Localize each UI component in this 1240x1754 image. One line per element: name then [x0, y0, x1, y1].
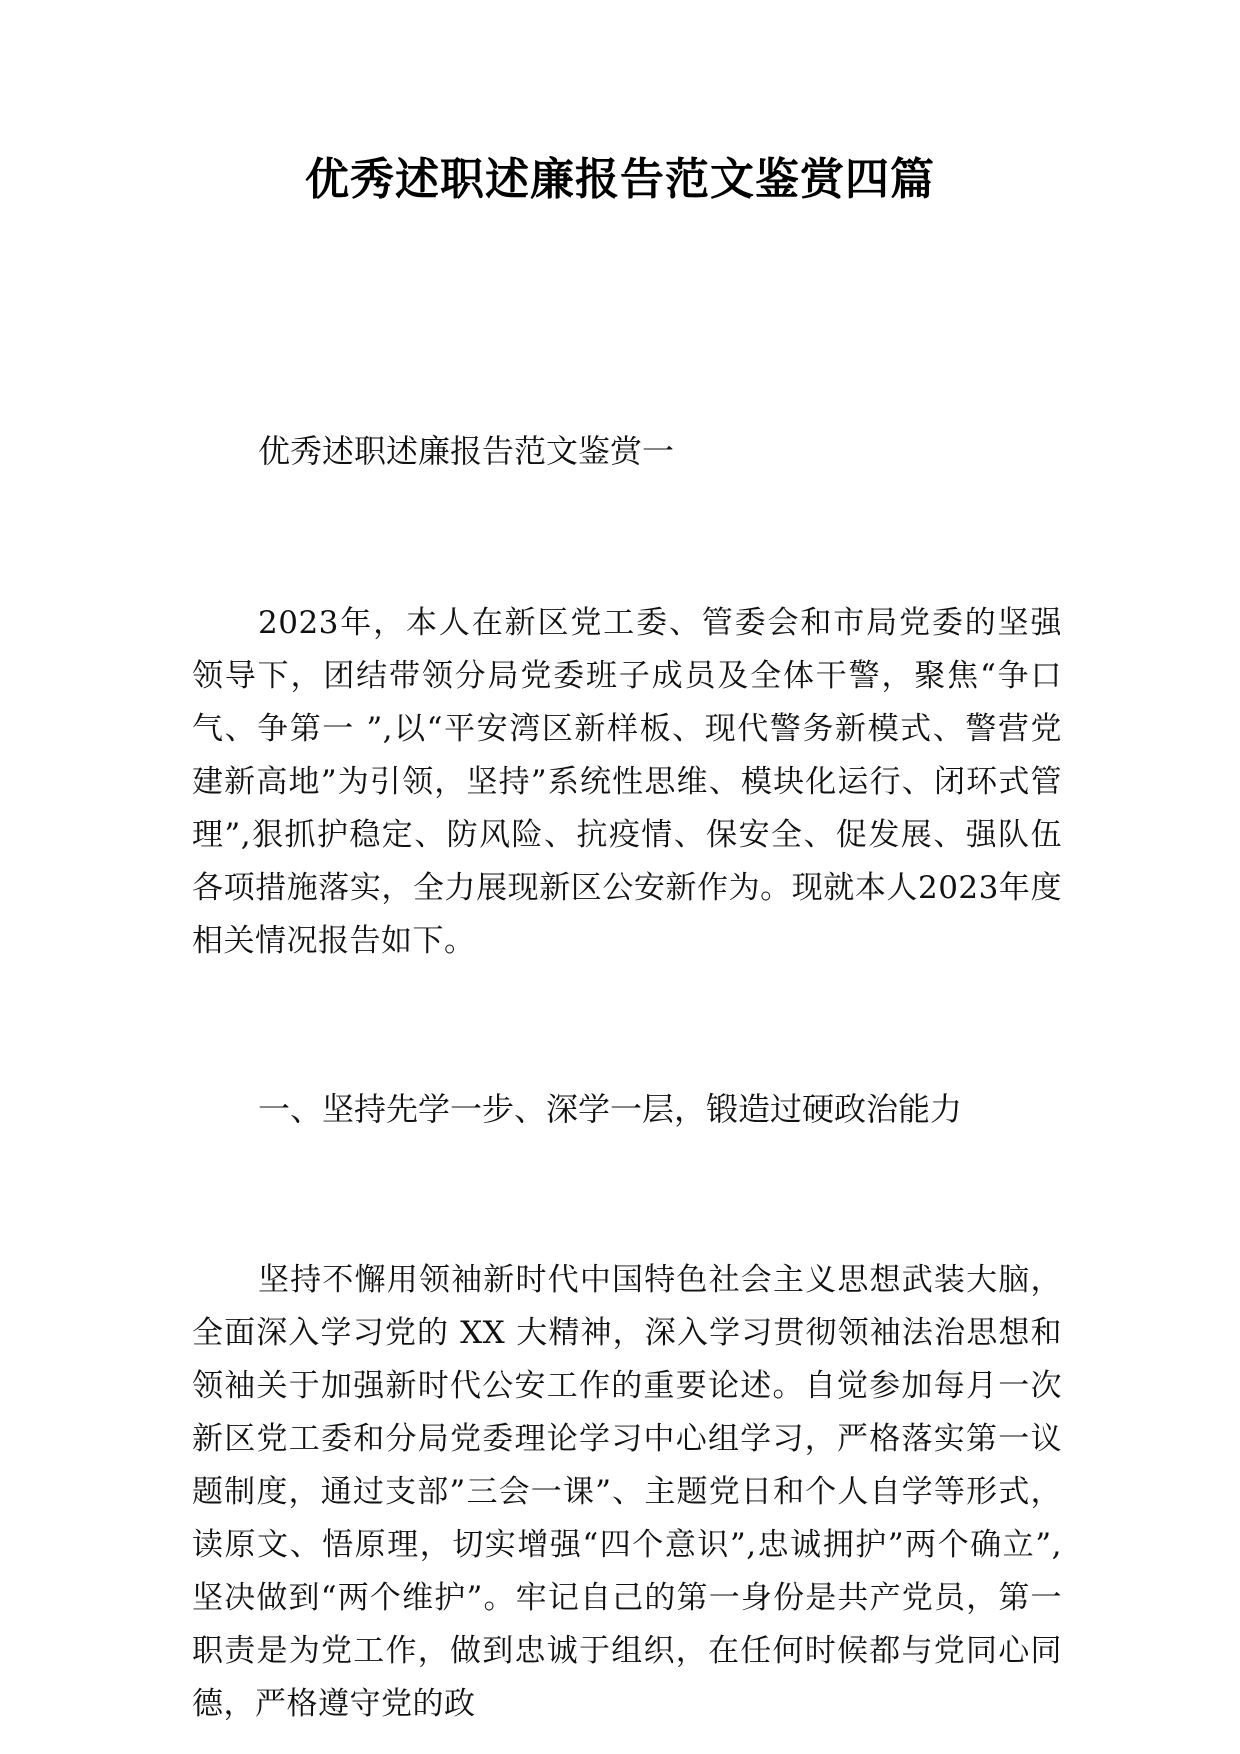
document-title: 优秀述职述廉报告范文鉴赏四篇: [305, 154, 935, 205]
section-1-paragraph: 坚持不懈用领袖新时代中国特色社会主义思想武装大脑，全面深入学习党的 XX 大精神，深入学习贯彻领袖法治思想和领袖关于加强新时代公安工作的重要论述。自觉参加每月一次新区党工委和分局党委理论学习中心组学习，严格落实第一议题制度，通过支部”三会一课”、主题党日和个人自学等形式，读原文、悟原理，切实增强“四个意识”,忠诚拥护”两个确立”,坚决做到“两个维护”。牢记自己的第一身份是共产党员，第一职责是为党工作，做到忠诚于组织，在任何时候都与党同心同德，严格遵守党的政: [192, 1262, 1062, 1722]
section-heading-1: 一、坚持先学一步、深学一层，锻造过硬政治能力: [258, 1090, 963, 1128]
intro-paragraph: 2023年，本人在新区党工委、管委会和市局党委的坚强领导下，团结带领分局党委班子成员及全体干警，聚焦“争口气、争第一 ”,以“平安湾区新样板、现代警务新模式、警营党建新高地”为引领，坚持”系统性思维、模块化运行、闭环式管理”,狠抓护稳定、防风险、抗疫情、保安全、促发展、强队伍各项措施落实，全力展现新区公安新作为。现就本人2023年度相关情况报告如下。: [192, 605, 1062, 959]
report-subtitle: 优秀述职述廉报告范文鉴赏一: [258, 432, 675, 470]
